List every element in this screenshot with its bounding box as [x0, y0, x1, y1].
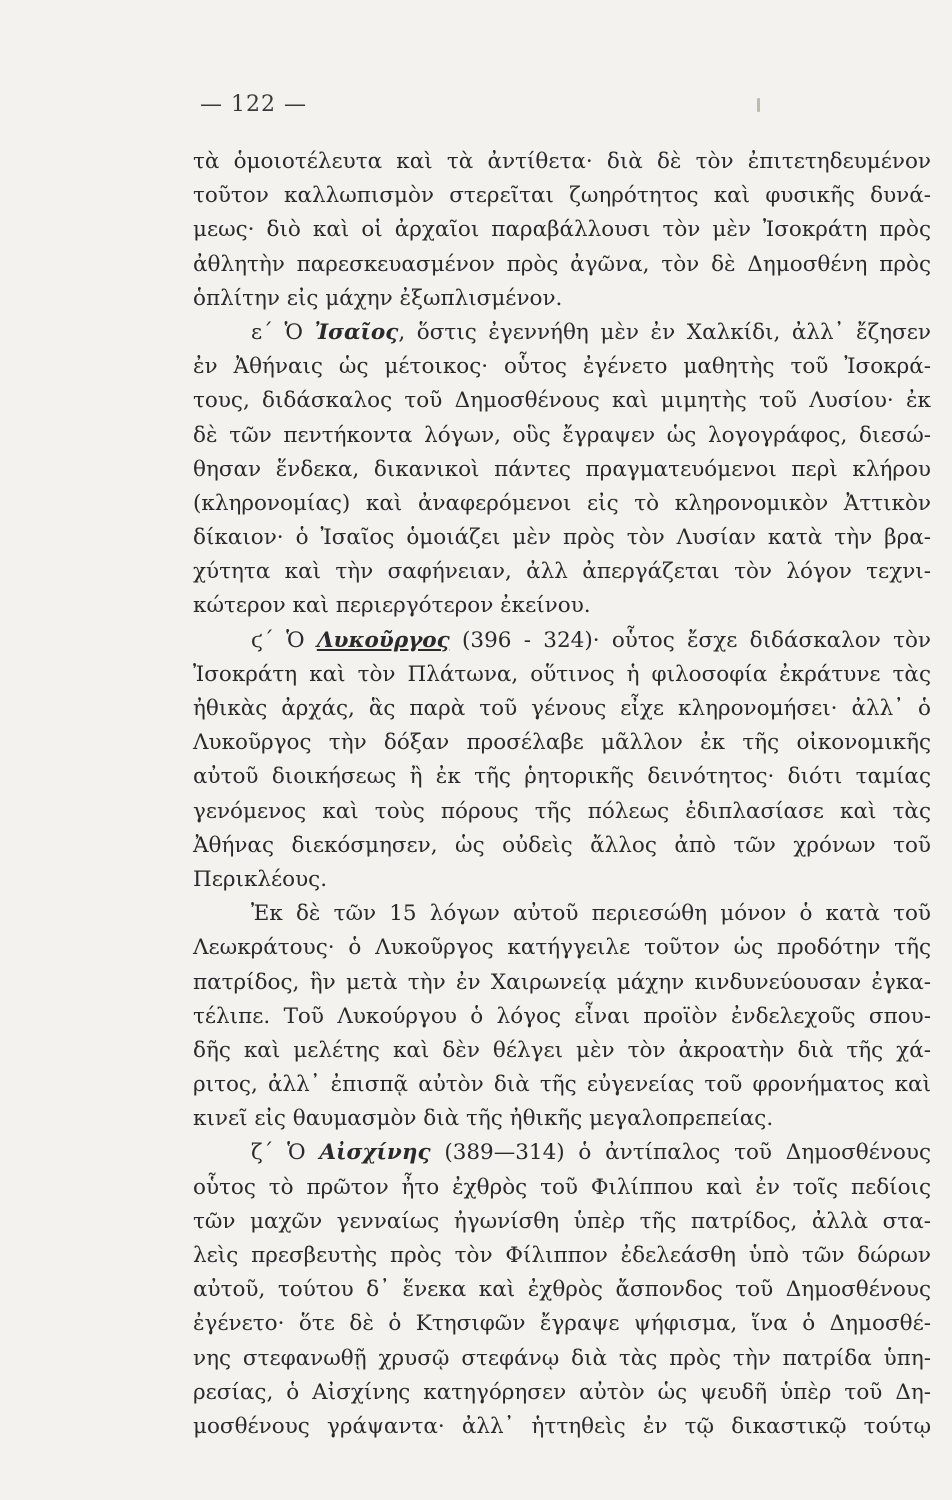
text-line: τὰ ὁμοιοτέλευτα καὶ τὰ ἀντίθετα· διὰ δὲ τὸν ἐπιτετηδευμένον: [193, 149, 931, 174]
text-line: ρεσίας, ὁ Αἰσχίνης κατηγόρησεν αὐτὸν ὡς ψευδῆ ὑπὲρ τοῦ Δη-: [193, 1379, 931, 1405]
text-line: γενόμενος καὶ τοὺς πόρους τῆς πόλεως ἐδιπλασίασε καὶ τὰς: [193, 798, 931, 824]
text-line: μεως· διὸ καὶ οἱ ἀρχαῖοι παραβάλλουσι τὸν μὲν Ἰσοκράτη πρὸς: [193, 217, 931, 243]
text-line: δίκαιον· ὁ Ἰσαῖος ὁμοιάζει μὲν πρὸς τὸν Λυσίαν κατὰ τὴν βρα-: [193, 525, 931, 551]
text-line: Λεωκράτους· ὁ Λυκοῦργος κατήγγειλε τοῦτον ὡς προδότην τῆς: [193, 935, 931, 961]
body-text: [193, 145, 931, 1444]
text-line: τῶν μαχῶν γενναίως ἠγωνίσθη ὑπὲρ τῆς πατρίδος, ἀλλὰ στα-: [193, 1208, 931, 1234]
section-number: ϛ΄ Ὁ: [251, 627, 317, 653]
text-line: χύτητα καὶ τὴν σαφήνειαν, ἀλλ ἀπεργάζεται τὸν λόγον τεχνι-: [193, 559, 931, 585]
page-speck: [757, 98, 760, 112]
text-line: Ἀθήνας διεκόσμησεν, ὡς οὐδεὶς ἄλλος ἀπὸ τῶν χρόνων τοῦ: [193, 832, 931, 858]
orator-name: Λυκοῦργος: [316, 627, 450, 653]
text-line: αὐτοῦ διοικήσεως ἢ ἐκ τῆς ῥητορικῆς δεινότητος· διότι ταμίας: [193, 764, 931, 790]
text-line: ριτος, ἀλλ᾽ ἐπισπᾷ αὐτὸν διὰ τῆς εὐγενείας τοῦ φρονήματος καὶ: [193, 1072, 931, 1098]
text-line: ἠθικὰς ἀρχάς, ἃς παρὰ τοῦ γένους εἶχε κληρονομήσει· ἀλλ᾽ ὁ: [193, 696, 931, 721]
line-text: , ὅστις ἐγεννήθη μὲν ἐν Χαλκίδι, ἀλλ᾽ ἔζησεν: [398, 319, 931, 345]
text-line: νης στεφανωθῇ χρυσῷ στεφάνῳ διὰ τὰς πρὸς τὴν πατρίδα ὑπη-: [193, 1345, 931, 1371]
text-line: δὲ τῶν πεντήκοντα λόγων, οὓς ἔγραψεν ὡς λογογράφος, διεσώ-: [193, 422, 931, 448]
page-number: — 122 —: [200, 92, 307, 117]
text-line: ἀθλητὴν παρεσκευασμένον πρὸς ἀγῶνα, τὸν δὲ Δημοσθένη πρὸς: [193, 251, 931, 277]
text-line: [193, 1136, 931, 1170]
text-line: Ἰσοκράτη καὶ τὸν Πλάτωνα, οὕτινος ἡ φιλοσοφία ἐκράτυνε τὰς: [193, 661, 931, 687]
section-number: ε΄ Ὁ: [251, 319, 315, 345]
section-number: ζ΄ Ὁ: [251, 1140, 320, 1166]
text-line: οὗτος τὸ πρῶτον ἦτο ἐχθρὸς τοῦ Φιλίππου καὶ ἐν τοῖς πεδίοις: [193, 1174, 931, 1200]
text-line: ὁπλίτην εἰς μάχην ἐξωπλισμένον.: [193, 285, 563, 311]
orator-name: Αἰσχίνης: [319, 1140, 431, 1166]
text-line: αὐτοῦ, τούτου δ᾽ ἕνεκα καὶ ἐχθρὸς ἄσπονδος τοῦ Δημοσθένους: [193, 1277, 931, 1303]
text-line: θησαν ἕνδεκα, δικανικοὶ πάντες πραγματευόμενοι περὶ κλήρου: [193, 456, 931, 482]
text-line: Ἐκ δὲ τῶν 15 λόγων αὐτοῦ περιεσώθη μόνον ὁ κατὰ τοῦ: [251, 901, 931, 927]
orator-name: Ἰσαῖος: [314, 319, 399, 345]
text-line: τους, διδάσκαλος τοῦ Δημοσθένους καὶ μιμητὴς τοῦ Λυσίου· ἐκ: [193, 388, 931, 414]
text-line: δῆς καὶ μελέτης καὶ δὲν θέλγει μὲν τὸν ἀκροατὴν διὰ τῆς χά-: [193, 1037, 931, 1063]
text-line: κινεῖ εἰς θαυμασμὸν διὰ τῆς ἠθικῆς μεγαλοπρεπείας.: [193, 1106, 774, 1132]
text-line: Λυκοῦργος τὴν δόξαν προσέλαβε μᾶλλον ἐκ τῆς οἰκονομικῆς: [193, 730, 931, 756]
text-line: [193, 316, 931, 350]
text-line: πατρίδος, ἣν μετὰ τὴν ἐν Χαιρωνείᾳ μάχην κινδυνεύουσαν ἐγκα-: [193, 969, 931, 995]
text-line: ἐγένετο· ὅτε δὲ ὁ Κτησιφῶν ἔγραψε ψήφισμα, ἵνα ὁ Δημοσθέ-: [193, 1311, 931, 1337]
text-line: μοσθένους γράψαντα· ἀλλ᾽ ἡττηθεὶς ἐν τῷ δικαστικῷ τούτῳ: [193, 1413, 931, 1439]
text-line: [193, 624, 931, 658]
text-line: ἐν Ἀθήναις ὡς μέτοικος· οὗτος ἐγένετο μαθητὴς τοῦ Ἰσοκρά-: [193, 354, 931, 380]
text-line: λεὶς πρεσβευτὴς πρὸς τὸν Φίλιππον ἐδελεάσθη ὑπὸ τῶν δώρων: [193, 1243, 931, 1268]
text-line: κώτερον καὶ περιεργότερον ἐκείνου.: [193, 593, 591, 619]
text-line: (κληρονομίας) καὶ ἀναφερόμενοι εἰς τὸ κληρονομικὸν Ἀττικὸν: [193, 490, 931, 516]
text-line: τέλιπε. Τοῦ Λυκούργου ὁ λόγος εἶναι προϊὸν ἐνδελεχοῦς σπου-: [193, 1003, 931, 1029]
text-line: Περικλέους.: [193, 866, 328, 892]
text-line: τοῦτον καλλωπισμὸν στερεῖται ζωηρότητος καὶ φυσικῆς δυνά-: [193, 183, 931, 209]
line-text: (396 - 324)· οὗτος ἔσχε διδάσκαλον τὸν: [449, 627, 931, 653]
line-text: (389—314) ὁ ἀντίπαλος τοῦ Δημοσθένους: [430, 1140, 931, 1166]
